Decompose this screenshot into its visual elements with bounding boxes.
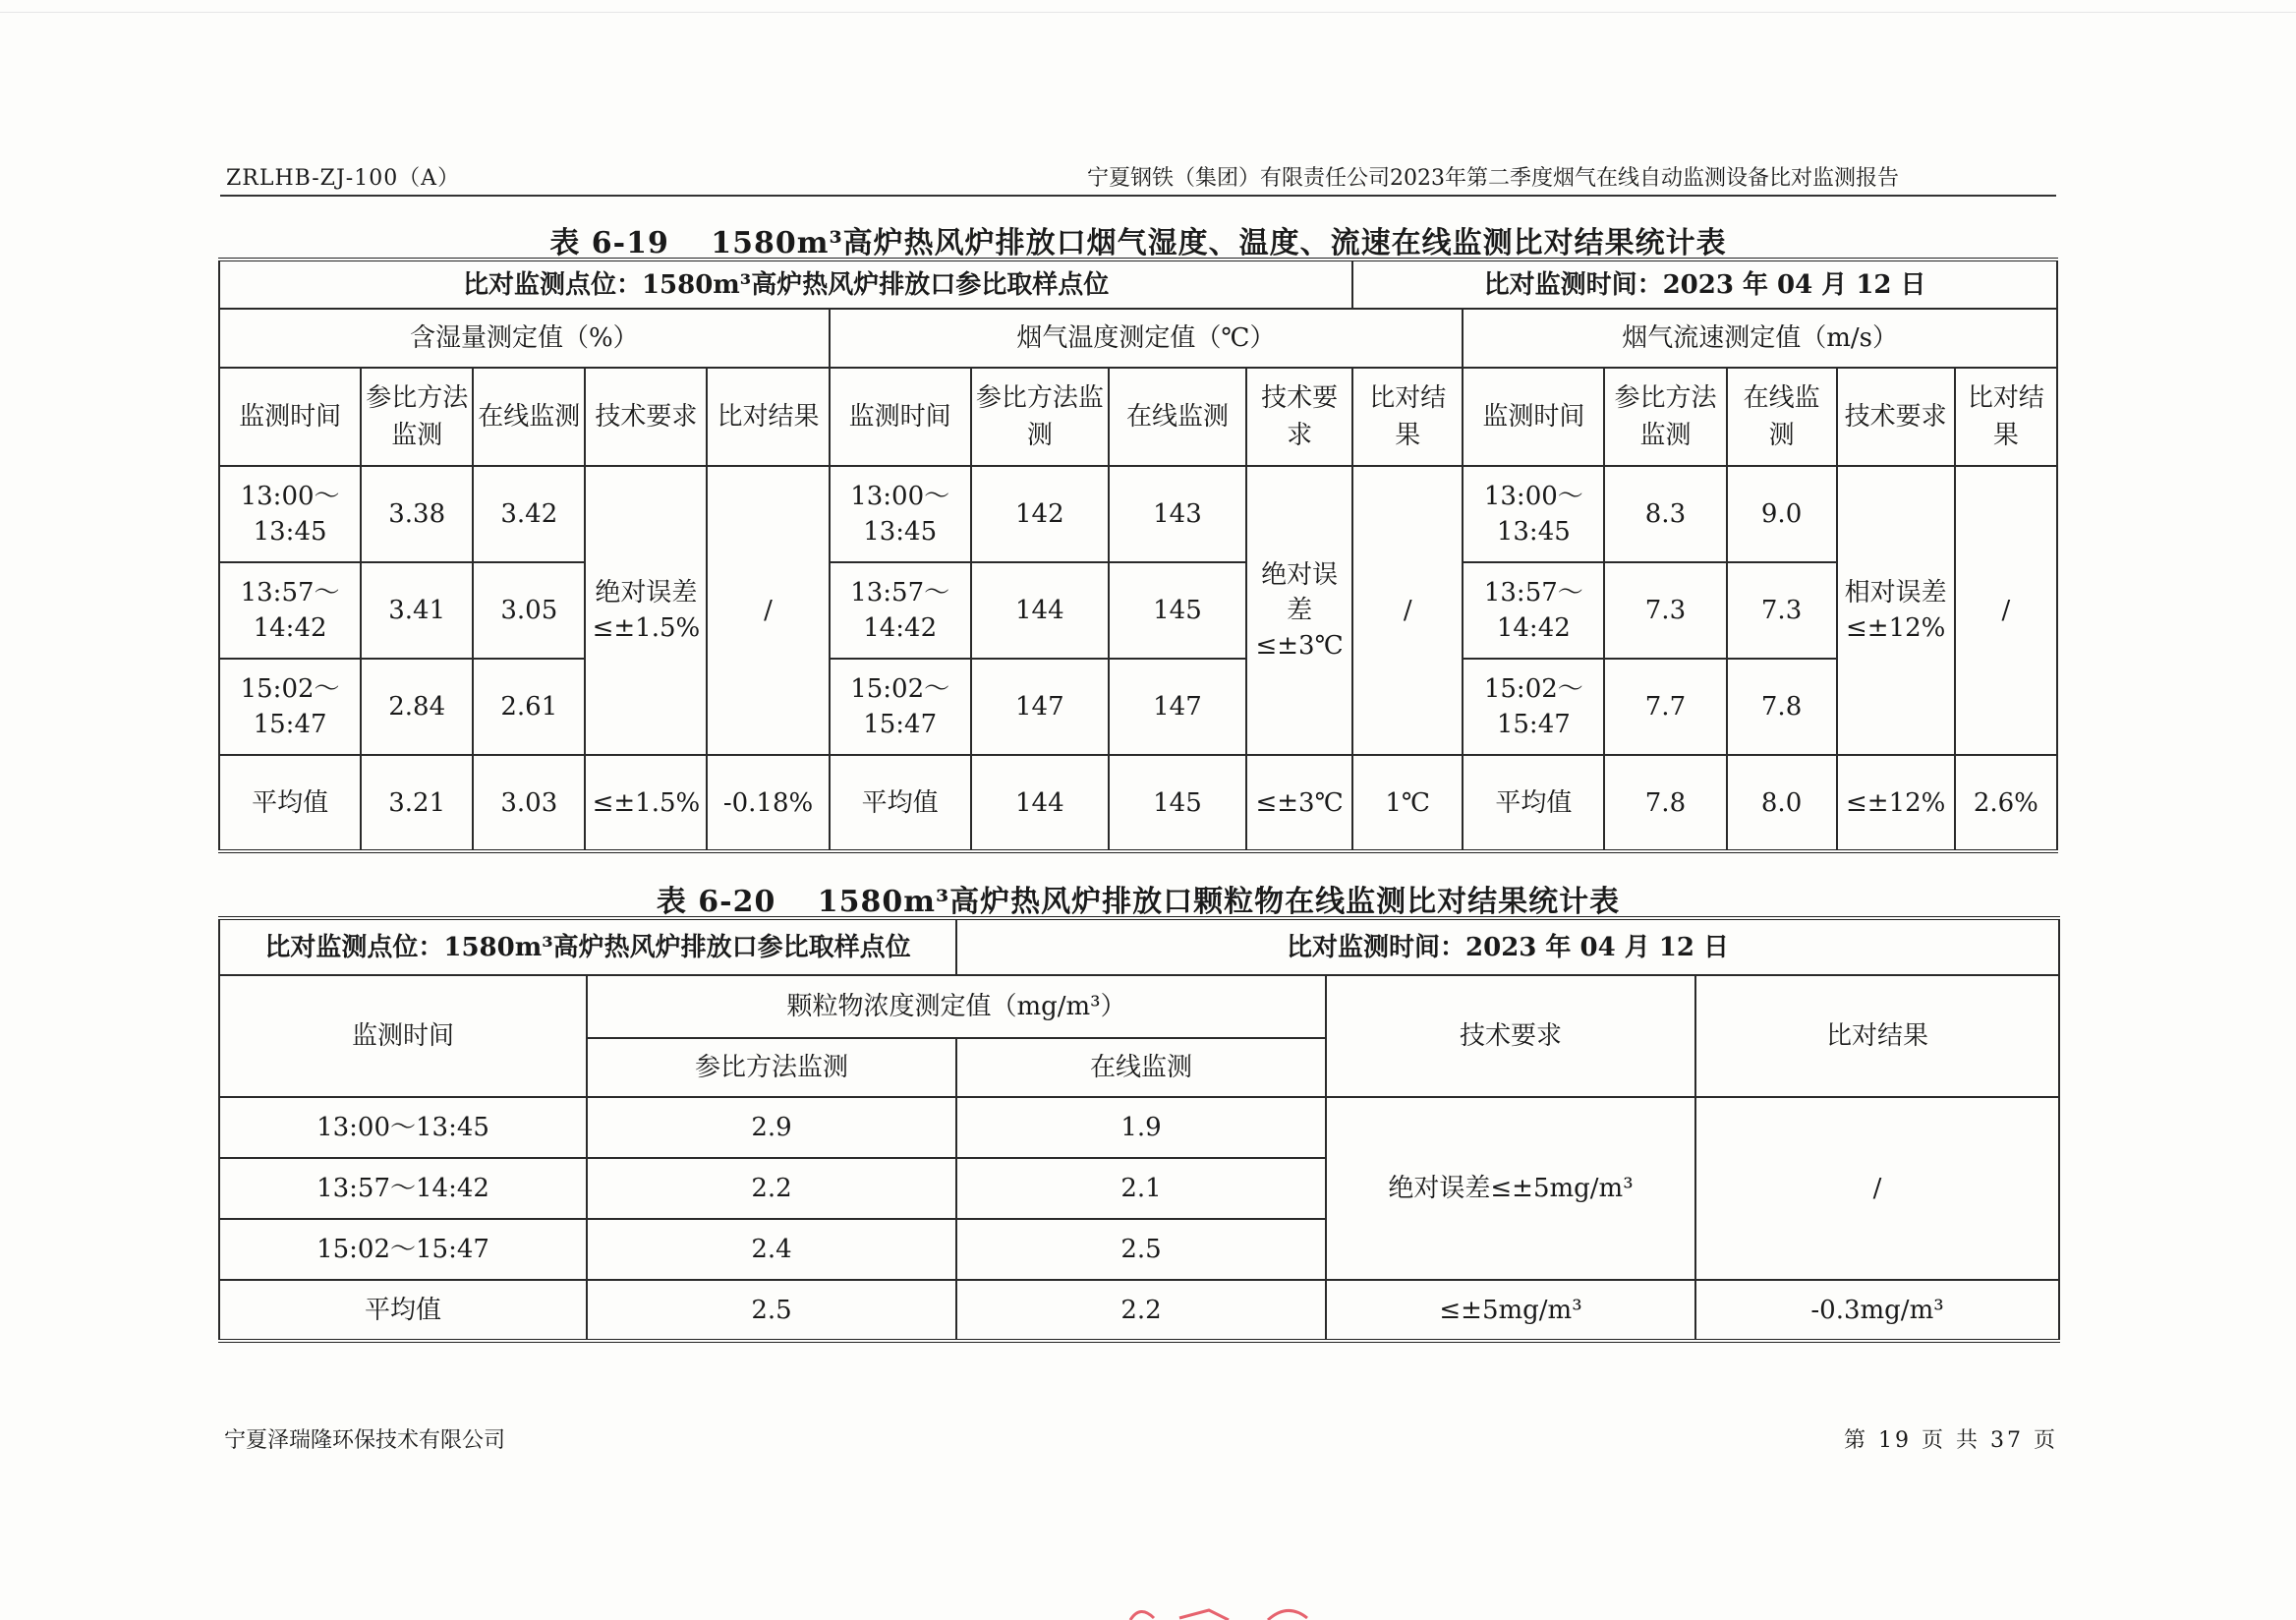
table-row	[219, 562, 2057, 659]
value-cell: 2.61	[473, 659, 585, 755]
time-cell: 13:57～14:42	[219, 562, 361, 659]
table-row	[219, 659, 2057, 755]
result-cell: /	[1695, 1097, 2059, 1280]
avg-label: 平均值	[830, 755, 971, 851]
avg-result: -0.3mg/m³	[1695, 1280, 2059, 1341]
col-result: 比对结果	[1695, 975, 2059, 1097]
value-cell: 9.0	[1727, 466, 1837, 562]
time-cell: 13:00～13:45	[219, 1097, 587, 1158]
avg-result: -0.18%	[707, 755, 829, 851]
table-6-19	[218, 258, 2058, 853]
monitoring-time: 比对监测时间：2023 年 04 月 12 日	[1352, 260, 2057, 309]
value-cell: 3.42	[473, 466, 585, 562]
col-online: 在线监测	[1727, 368, 1837, 466]
report-title: 宁夏钢铁（集团）有限责任公司2023年第二季度烟气在线自动监测设备比对监测报告	[1087, 166, 1899, 191]
time-cell: 13:00～13:45	[830, 466, 971, 562]
avg-label: 平均值	[219, 1280, 587, 1341]
value-cell: 2.84	[361, 659, 473, 755]
time-cell: 13:00～13:45	[1463, 466, 1604, 562]
result-cell: /	[1352, 466, 1463, 755]
value-cell: 1.9	[956, 1097, 1326, 1158]
value-cell: 7.8	[1727, 659, 1837, 755]
avg-online: 8.0	[1727, 755, 1837, 851]
value-cell: 2.5	[956, 1219, 1326, 1280]
col-online: 在线监测	[1109, 368, 1246, 466]
avg-ref: 144	[971, 755, 1109, 851]
monitoring-point: 比对监测点位：1580m³高炉热风炉排放口参比取样点位	[219, 918, 956, 975]
value-cell: 3.05	[473, 562, 585, 659]
monitoring-time: 比对监测时间：2023 年 04 月 12 日	[956, 918, 2059, 975]
avg-result: 1℃	[1352, 755, 1463, 851]
col-req: 技术要求	[1246, 368, 1352, 466]
col-ref: 参比方法监测	[971, 368, 1109, 466]
avg-req: ≤±1.5%	[585, 755, 707, 851]
col-ref: 参比方法监测	[587, 1038, 956, 1097]
col-time: 监测时间	[219, 975, 587, 1097]
page-header	[220, 157, 2056, 197]
seal-stamp-fragment	[1120, 1600, 1376, 1620]
col-time: 监测时间	[1463, 368, 1604, 466]
col-result: 比对结果	[1352, 368, 1463, 466]
value-cell: 8.3	[1604, 466, 1726, 562]
time-cell: 15:02～15:47	[219, 1219, 587, 1280]
value-cell: 143	[1109, 466, 1246, 562]
value-cell: 7.3	[1604, 562, 1726, 659]
value-cell: 2.1	[956, 1158, 1326, 1219]
document-code: ZRLHB-ZJ-100（A）	[226, 166, 461, 191]
group-temperature: 烟气温度测定值（℃）	[830, 309, 1464, 368]
col-time: 监测时间	[219, 368, 361, 466]
value-cell: 147	[971, 659, 1109, 755]
footer-company: 宁夏泽瑞隆环保技术有限公司	[224, 1428, 506, 1453]
footer-page-number: 第 19 页 共 37 页	[1844, 1428, 2058, 1453]
table-6-20	[218, 916, 2060, 1343]
value-cell: 7.3	[1727, 562, 1837, 659]
col-result: 比对结果	[1955, 368, 2057, 466]
col-req: 技术要求	[1837, 368, 1955, 466]
monitoring-point: 比对监测点位：1580m³高炉热风炉排放口参比取样点位	[219, 260, 1352, 309]
result-cell: /	[707, 466, 829, 755]
group-humidity: 含湿量测定值（%）	[219, 309, 830, 368]
avg-label: 平均值	[219, 755, 361, 851]
value-cell: 144	[971, 562, 1109, 659]
col-req: 技术要求	[585, 368, 707, 466]
group-velocity: 烟气流速测定值（m/s）	[1463, 309, 2057, 368]
page-edge	[0, 0, 2296, 13]
col-online: 在线监测	[473, 368, 585, 466]
col-time: 监测时间	[830, 368, 971, 466]
value-cell: 7.7	[1604, 659, 1726, 755]
req-cell: 绝对误差≤±1.5%	[585, 466, 707, 755]
avg-ref: 7.8	[1604, 755, 1726, 851]
col-online: 在线监测	[956, 1038, 1326, 1097]
time-cell: 15:02～15:47	[830, 659, 971, 755]
average-row	[219, 755, 2057, 851]
req-cell: 绝对误差≤±5mg/m³	[1326, 1097, 1695, 1280]
avg-ref: 2.5	[587, 1280, 956, 1341]
req-cell: 绝对误差≤±3℃	[1246, 466, 1352, 755]
col-req: 技术要求	[1326, 975, 1695, 1097]
value-cell: 145	[1109, 562, 1246, 659]
seal-stamp	[1120, 1600, 1376, 1620]
avg-req: ≤±5mg/m³	[1326, 1280, 1695, 1341]
avg-label: 平均值	[1463, 755, 1604, 851]
req-cell: 相对误差≤±12%	[1837, 466, 1955, 755]
avg-online: 145	[1109, 755, 1246, 851]
value-cell: 147	[1109, 659, 1246, 755]
avg-online: 3.03	[473, 755, 585, 851]
time-cell: 15:02～15:47	[219, 659, 361, 755]
avg-req: ≤±3℃	[1246, 755, 1352, 851]
result-cell: /	[1955, 466, 2057, 755]
time-cell: 13:00～13:45	[219, 466, 361, 562]
avg-req: ≤±12%	[1837, 755, 1955, 851]
value-cell: 2.4	[587, 1219, 956, 1280]
col-ref: 参比方法监测	[1604, 368, 1726, 466]
value-cell: 3.41	[361, 562, 473, 659]
table-row	[219, 1097, 2059, 1158]
time-cell: 13:57～14:42	[219, 1158, 587, 1219]
avg-ref: 3.21	[361, 755, 473, 851]
value-cell: 3.38	[361, 466, 473, 562]
value-cell: 2.9	[587, 1097, 956, 1158]
avg-online: 2.2	[956, 1280, 1326, 1341]
time-cell: 13:57～14:42	[1463, 562, 1604, 659]
table-row	[219, 466, 2057, 562]
value-cell: 2.2	[587, 1158, 956, 1219]
time-cell: 15:02～15:47	[1463, 659, 1604, 755]
col-result: 比对结果	[707, 368, 829, 466]
group-particulate: 颗粒物浓度测定值（mg/m³）	[587, 975, 1326, 1038]
average-row	[219, 1280, 2059, 1341]
value-cell: 142	[971, 466, 1109, 562]
table-6-20-title: 表 6-20 1580m³高炉热风炉排放口颗粒物在线监测比对结果统计表	[656, 885, 1621, 919]
time-cell: 13:57～14:42	[830, 562, 971, 659]
table-6-19-title: 表 6-19 1580m³高炉热风炉排放口烟气湿度、温度、流速在线监测比对结果统计表	[549, 226, 1727, 260]
avg-result: 2.6%	[1955, 755, 2057, 851]
col-ref: 参比方法监测	[361, 368, 473, 466]
